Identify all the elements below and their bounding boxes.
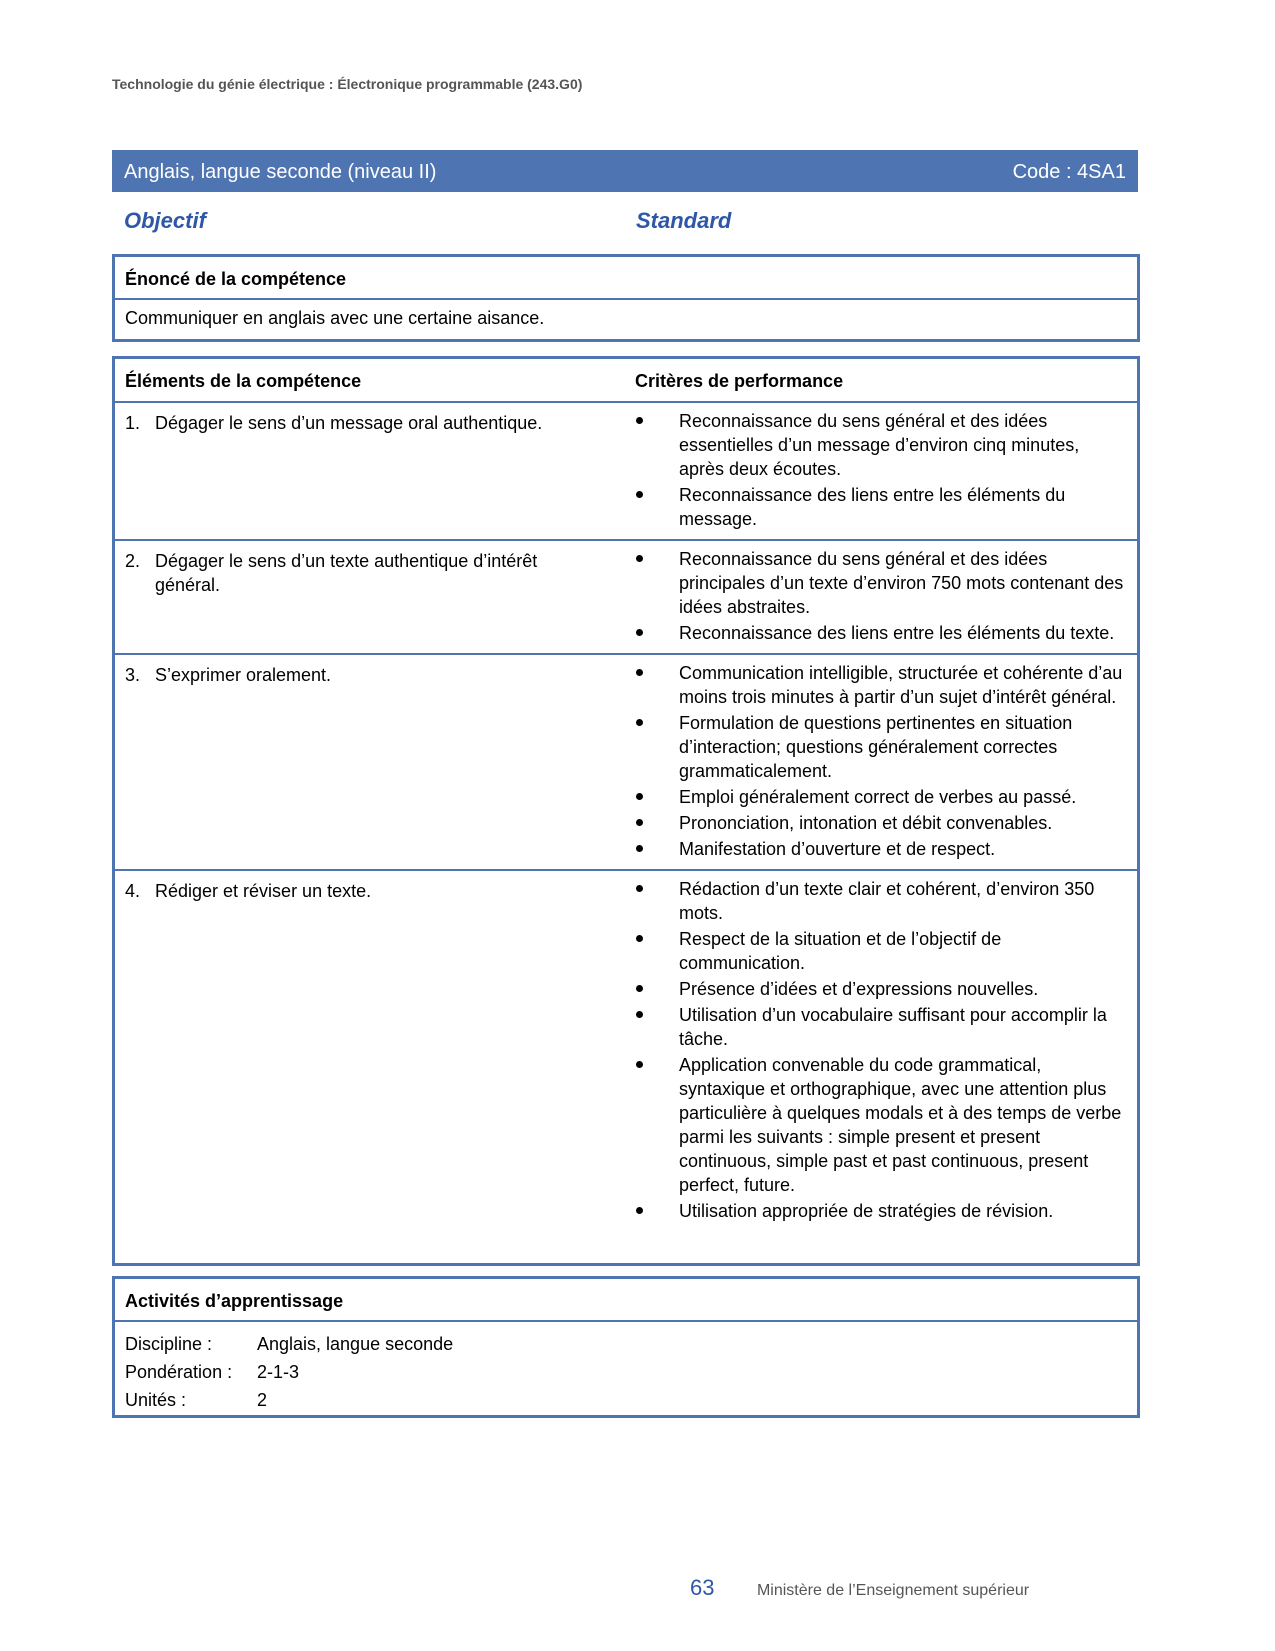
activites-heading: Activités d’apprentissage bbox=[115, 1279, 1137, 1322]
element-number: 2. bbox=[125, 551, 141, 571]
course-title: Anglais, langue seconde (niveau II) bbox=[124, 161, 437, 183]
activites-box bbox=[112, 1276, 1140, 1418]
element-row bbox=[115, 871, 1137, 1231]
element-row bbox=[115, 655, 1137, 871]
criterion-text: Reconnaissance du sens général et des idées principales d’un texte d’environ 750 mots contenant des idées abstraites. bbox=[679, 549, 1124, 617]
criterion-item bbox=[635, 1053, 1127, 1197]
element-text: S’exprimer oralement. bbox=[155, 665, 332, 685]
enonce-box bbox=[112, 254, 1140, 342]
criterion-text: Reconnaissance des liens entre les éléments du message. bbox=[679, 485, 1066, 529]
element-text: Dégager le sens d’un message oral authentique. bbox=[155, 413, 543, 433]
element-description bbox=[125, 549, 605, 597]
criterion-item bbox=[635, 1199, 1127, 1223]
footer-text: Ministère de l’Enseignement supérieur bbox=[756, 1582, 1030, 1599]
objectif-label: Objectif bbox=[124, 208, 206, 233]
criterion-text: Emploi généralement correct de verbes au passé. bbox=[679, 787, 1077, 807]
element-number: 4. bbox=[125, 881, 141, 901]
criteria-heading: Critères de performance bbox=[635, 371, 844, 391]
document-header: Technologie du génie électrique : Électronique programmable (243.G0) bbox=[112, 76, 583, 92]
criterion-item bbox=[635, 977, 1127, 1001]
discipline-row bbox=[125, 1330, 1127, 1358]
criterion-text: Application convenable du code grammatical, syntaxique et orthographique, avec une attention plus particulière à quelques modals et à des temps de verbe parmi les suivants : simple present et present continuous, simple past et past continuous, present perfect, future. bbox=[679, 1055, 1122, 1195]
criterion-text: Manifestation d’ouverture et de respect. bbox=[679, 839, 996, 859]
element-text: Dégager le sens d’un texte authentique d’intérêt général. bbox=[155, 551, 538, 595]
ponderation-label: Pondération : bbox=[125, 1362, 233, 1382]
criterion-item bbox=[635, 811, 1127, 835]
page-number: 63 bbox=[690, 1575, 715, 1600]
ponderation-row bbox=[125, 1358, 1127, 1386]
criterion-text: Rédaction d’un texte clair et cohérent, d’environ 350 mots. bbox=[679, 879, 1095, 923]
enonce-heading: Énoncé de la compétence bbox=[115, 257, 1137, 300]
criterion-item bbox=[635, 877, 1127, 925]
criterion-text: Reconnaissance des liens entre les éléments du texte. bbox=[679, 623, 1115, 643]
criterion-item bbox=[635, 547, 1127, 619]
standard-label: Standard bbox=[636, 208, 732, 233]
element-description bbox=[125, 879, 605, 903]
criteria-list bbox=[635, 871, 1137, 1231]
elements-table bbox=[112, 356, 1140, 1266]
element-description bbox=[125, 663, 605, 687]
criterion-text: Prononciation, intonation et débit convenables. bbox=[679, 813, 1053, 833]
criterion-item bbox=[635, 711, 1127, 783]
element-description bbox=[125, 411, 605, 435]
criterion-item bbox=[635, 1003, 1127, 1051]
criterion-text: Utilisation appropriée de stratégies de révision. bbox=[679, 1201, 1054, 1221]
course-code: Code : 4SA1 bbox=[1012, 161, 1126, 183]
criteria-list bbox=[635, 403, 1137, 539]
ponderation-value: 2-1-3 bbox=[257, 1362, 300, 1382]
criterion-item bbox=[635, 483, 1127, 531]
element-number: 3. bbox=[125, 665, 141, 685]
criteria-list bbox=[635, 541, 1137, 653]
page-footer bbox=[690, 1575, 1029, 1601]
element-row bbox=[115, 403, 1137, 541]
course-title-bar bbox=[112, 150, 1138, 192]
element-row bbox=[115, 541, 1137, 655]
unites-label: Unités : bbox=[125, 1390, 187, 1410]
criterion-item bbox=[635, 785, 1127, 809]
unites-row bbox=[125, 1386, 1127, 1414]
criterion-item bbox=[635, 661, 1127, 709]
discipline-value: Anglais, langue seconde bbox=[257, 1334, 454, 1354]
unites-value: 2 bbox=[257, 1390, 268, 1410]
criterion-text: Utilisation d’un vocabulaire suffisant pour accomplir la tâche. bbox=[679, 1005, 1107, 1049]
criterion-text: Communication intelligible, structurée et cohérente d’au moins trois minutes à partir d’un sujet d’intérêt général. bbox=[679, 663, 1123, 707]
enonce-text: Communiquer en anglais avec une certaine aisance. bbox=[125, 308, 545, 328]
elements-heading: Éléments de la compétence bbox=[125, 371, 362, 391]
element-text: Rédiger et réviser un texte. bbox=[155, 881, 372, 901]
criterion-item bbox=[635, 409, 1127, 481]
criterion-text: Présence d’idées et d’expressions nouvelles. bbox=[679, 979, 1039, 999]
criterion-item bbox=[635, 927, 1127, 975]
criterion-item bbox=[635, 837, 1127, 861]
elements-header-row bbox=[115, 359, 1137, 403]
discipline-label: Discipline : bbox=[125, 1334, 213, 1354]
criterion-item bbox=[635, 621, 1127, 645]
criterion-text: Reconnaissance du sens général et des idées essentielles d’un message d’environ cinq minutes, après deux écoutes. bbox=[679, 411, 1080, 479]
criterion-text: Respect de la situation et de l’objectif de communication. bbox=[679, 929, 1002, 973]
element-number: 1. bbox=[125, 413, 141, 433]
criterion-text: Formulation de questions pertinentes en situation d’interaction; questions généralement correctes grammaticalement. bbox=[679, 713, 1073, 781]
criteria-list bbox=[635, 655, 1137, 869]
